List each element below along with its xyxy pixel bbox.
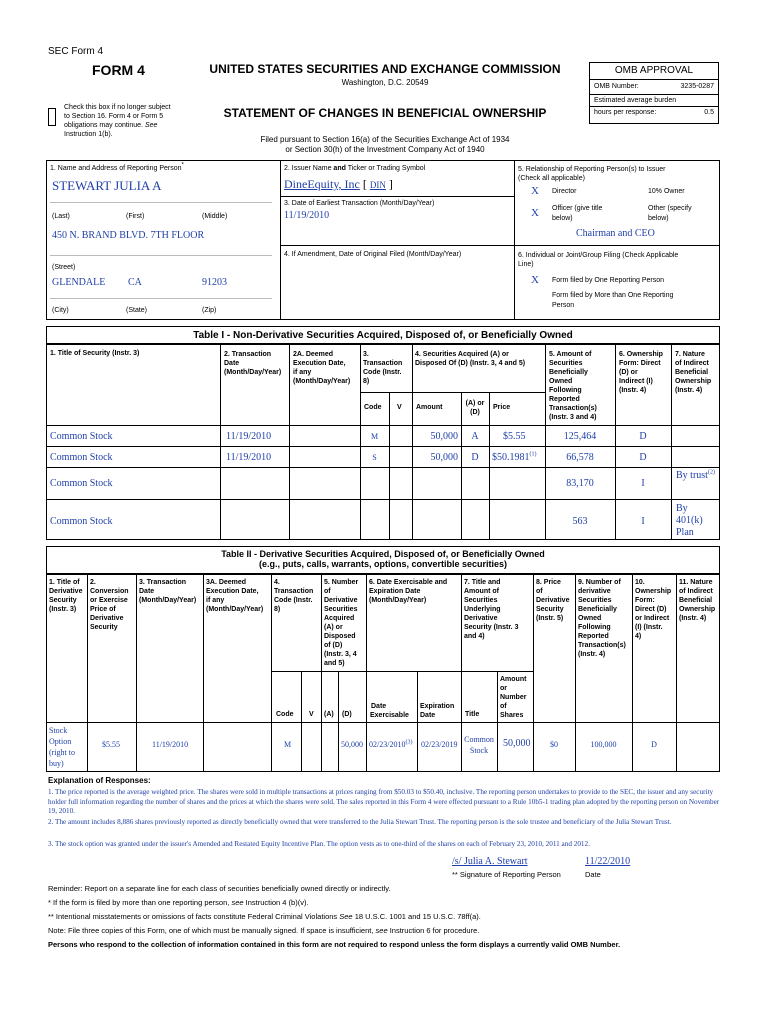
t1-sub-ad: (A) or (D) xyxy=(465,400,485,416)
table1-title-bar xyxy=(46,326,720,344)
signature-label: ** Signature of Reporting Person xyxy=(452,870,561,879)
first-name-label: (First) xyxy=(126,213,145,220)
t2-col1-header: 1. Title of Derivative Security (Instr. 3) xyxy=(49,579,83,613)
footer-note-3: Note: File three copies of this Form, one of which must be manually signed. If space is insufficient, see Instruction 6 for procedure. xyxy=(48,926,480,935)
t1-row-title: Common Stock xyxy=(50,431,113,442)
ten-percent-owner-label: 10% Owner xyxy=(648,188,685,195)
t1-row-date: 11/19/2010 xyxy=(226,431,272,442)
t1-row-ad: D xyxy=(471,452,479,463)
omb-approval-box xyxy=(589,62,719,124)
issuer-name: DineEquity, Inc [ DIN ] xyxy=(284,177,393,191)
footnote-3: 3. The stock option was granted under the issuer's Amended and Restated Equity Incentive Plan. The option vests as to one-third of the shares on each of February 23, 2010, 2011 and 2012. xyxy=(48,840,590,848)
t2-sub-amount: Amount or Number of Shares xyxy=(500,676,527,719)
t1-row-title: Common Stock xyxy=(50,516,113,527)
t1-row-ad: A xyxy=(471,431,479,442)
box6-label: 6. Individual or Joint/Group Filing (Check Applicable Line) xyxy=(518,252,679,268)
t2-col6-header: 6. Date Exercisable and Expiration Date (Month/Day/Year) xyxy=(369,579,448,604)
box3-label: 3. Date of Earliest Transaction (Month/Day/Year) xyxy=(284,200,435,207)
t1-col3-header: 3. Transaction Code (Instr. 8) xyxy=(363,351,403,385)
t2-col5-header: 5. Number of Derivative Securities Acquired (A) or Disposed of (D) (Instr. 3, 4 and 5) xyxy=(324,579,359,667)
t1-col4-header: 4. Securities Acquired (A) or Disposed Of (D) (Instr. 3, 4 and 5) xyxy=(415,351,526,367)
t2-sub-a: (A) xyxy=(324,711,334,718)
table2-title: Table II - Derivative Securities Acquired, Disposed of, or Beneficially Owned xyxy=(221,549,545,559)
t1-sub-amount: Amount xyxy=(416,404,443,411)
reminder-text: Reminder: Report on a separate line for each class of securities beneficially owned directly or indirectly. xyxy=(48,884,391,893)
state-value: CA xyxy=(128,277,142,288)
ticker-link[interactable]: DIN xyxy=(369,180,386,190)
t1-sub-price: Price xyxy=(493,404,511,411)
omb-hours-value: 0.5 xyxy=(704,109,714,116)
city-label: (City) xyxy=(52,307,69,314)
t2-col10-header: 10. Ownership Form: Direct (D) or Indirect (I) (Instr. 4) xyxy=(635,579,672,640)
t1-col7-header: 7. Nature of Indirect Beneficial Ownership (Instr. 4) xyxy=(675,351,712,394)
city-value: GLENDALE xyxy=(52,277,106,288)
officer-check: X xyxy=(531,207,539,219)
t2-row-owned: 100,000 xyxy=(590,740,617,749)
box1-label: 1. Name and Address of Reporting Person* xyxy=(50,162,184,172)
t1-row-date: 11/19/2010 xyxy=(226,452,272,463)
explanation-heading: Explanation of Responses: xyxy=(48,776,151,785)
t1-row-amount: 50,000 xyxy=(430,452,458,463)
t1-col2-header: 2. Transaction Date (Month/Day/Year) xyxy=(224,351,282,376)
t2-row-deriv-price: $0 xyxy=(550,740,558,749)
director-label: Director xyxy=(552,188,577,195)
checkbox-instruction: Check this box if no longer subject to Section 16. Form 4 or Form 5 obligations may continue. See Instruction 1(b). xyxy=(64,104,171,138)
omb-disclaimer: Persons who respond to the collection of information contained in this form are not required to respond unless the form displays a currently valid OMB Number. xyxy=(48,940,621,949)
t2-row-conversion-price: $5.55 xyxy=(102,740,120,749)
t1-sub-v: V xyxy=(397,404,402,411)
t2-col11-header: 11. Nature of Indirect Beneficial Ownership (Instr. 4) xyxy=(679,579,716,622)
t2-row-date-exercisable: 02/23/2010$^{(3)}$ xyxy=(369,739,413,749)
t1-row-owned: 66,578 xyxy=(566,452,594,463)
footnote-2: 2. The amount includes 8,886 shares previously reported as directly beneficially owned that were transferred to the Julia Stewart Trust. The reporting person is the sole trustee and beneficiary of the Julia Stewart Trust. xyxy=(48,818,672,826)
t1-col2a-header: 2A. Deemed Execution Date, if any (Month/Day/Year) xyxy=(293,351,351,385)
t2-col3a-header: 3A. Deemed Execution Date, if any (Month/Day/Year) xyxy=(206,579,264,613)
reporting-person-name: STEWART JULIA A xyxy=(52,178,162,193)
state-label: (State) xyxy=(126,307,148,314)
earliest-transaction-date: 11/19/2010 xyxy=(284,210,330,221)
street-label: (Street) xyxy=(52,264,76,271)
t1-col1-header: 1. Title of Security (Instr. 3) xyxy=(50,350,140,357)
table2-subtitle: (e.g., puts, calls, warrants, options, convertible securities) xyxy=(258,559,508,569)
t1-row-form: I xyxy=(641,478,645,489)
footer-note-1: * If the form is filed by more than one reporting person, see Instruction 4 (b)(v). xyxy=(48,898,309,907)
t1-row-nature: By 401(k) Plan xyxy=(676,503,703,538)
t2-col7-header: 7. Title and Amount of Securities Underlying Derivative Security (Instr. 3 and 4) xyxy=(464,579,519,640)
no-longer-subject-checkbox[interactable] xyxy=(48,108,56,126)
t2-sub-d: (D) xyxy=(342,711,352,718)
footer-note-2: ** Intentional misstatements or omissions of facts constitute Federal Criminal Violations See 18 U.S.C. 1001 and 15 U.S.C. 78ff(a). xyxy=(48,912,481,921)
t1-row-code: M xyxy=(370,432,379,441)
t1-sub-code: Code xyxy=(364,404,382,411)
table2-title-bar xyxy=(46,546,720,574)
t2-sub-title: Title xyxy=(465,711,480,718)
box4-label: 4. If Amendment, Date of Original Filed (Month/Day/Year) xyxy=(284,251,462,258)
t1-row-owned: 563 xyxy=(572,516,588,527)
t1-row-code: S xyxy=(372,453,377,462)
last-name-label: (Last) xyxy=(52,213,70,220)
more-reporting-persons-label: Form filed by More than One Reporting Person xyxy=(552,292,674,309)
footnote-1: 1. The price reported is the average weighted price. The shares were sold in multiple transactions at prices ranging from $50.03 to $50.40, inclusive. The reporting person undertakes to provide to the SEC, the issuer and any security holder full information regarding the number of shares and the prices at which the shares were sold. The sales reported in this Form 4 were effected pursuant to a Rule 10b5-1 trading plan adopted by the reporting person on November 19, 2010. xyxy=(48,788,720,815)
omb-number-label: OMB Number: xyxy=(594,83,639,90)
director-check: X xyxy=(531,185,539,197)
omb-hours-label: hours per response: xyxy=(594,109,657,116)
t2-row-underlying-amount: 50,000 xyxy=(503,738,531,749)
middle-name-label: (Middle) xyxy=(202,213,228,220)
t2-row-title: Stock Option (right to buy) xyxy=(49,726,75,768)
filed-pursuant: Filed pursuant to Section 16(a) of the Securities Exchange Act of 1934 or Section 30(h) of the Investment Company Act of 1940 xyxy=(260,135,510,154)
date-label: Date xyxy=(585,870,601,879)
table1-title: Table I - Non-Derivative Securities Acquired, Disposed of, or Beneficially Owned xyxy=(193,330,573,341)
t2-col2-header: 2. Conversion or Exercise Price of Derivative Security xyxy=(90,579,129,631)
t2-sub-code: Code xyxy=(276,711,294,718)
t1-row-amount: 50,000 xyxy=(430,431,458,442)
box5-label: 5. Relationship of Reporting Person(s) to Issuer (Check all applicable) xyxy=(518,166,666,182)
commission-location: Washington, D.C. 20549 xyxy=(341,78,429,87)
t2-row-disposed: 50,000 xyxy=(341,740,363,749)
officer-label: Officer (give title below) xyxy=(552,205,603,222)
t2-col4-header: 4. Transaction Code (Instr. 8) xyxy=(274,579,314,613)
signature: /s/ Julia A. Stewart xyxy=(452,856,528,867)
t2-row-expiration: 02/23/2019 xyxy=(421,740,458,749)
t2-row-underlying-title: Common Stock xyxy=(464,735,494,755)
t1-col6-header: 6. Ownership Form: Direct (D) or Indirect (I) (Instr. 4) xyxy=(619,351,663,394)
t2-col8-header: 8. Price of Derivative Security (Instr. 5) xyxy=(536,579,570,622)
one-reporting-person-label: Form filed by One Reporting Person xyxy=(552,277,665,284)
zip-value: 91203 xyxy=(202,277,227,288)
t2-sub-expiration-date: Expiration Date xyxy=(420,703,455,719)
t2-row-form: D xyxy=(651,740,657,749)
t2-sub-date-exercisable: Date Exercisable xyxy=(370,703,409,719)
t2-col9-header: 9. Number of derivative Securities Beneficially Owned Following Reported Transaction(s) (Instr. 4) xyxy=(578,579,626,658)
signature-date: 11/22/2010 xyxy=(585,856,631,867)
statement-title: STATEMENT OF CHANGES IN BENEFICIAL OWNERSHIP xyxy=(223,106,547,120)
one-reporting-person-check: X xyxy=(531,274,539,286)
t1-col5-header: 5. Amount of Securities Beneficially Owned Following Reported Transaction(s) (Instr. 3 and 4) xyxy=(549,351,597,421)
other-label: Other (specify below) xyxy=(648,205,692,222)
t1-row-title: Common Stock xyxy=(50,478,113,489)
t1-row-form: D xyxy=(639,452,647,463)
t1-row-form: D xyxy=(639,431,647,442)
form-title: FORM 4 xyxy=(92,62,145,78)
t2-col3-header: 3. Transaction Date (Month/Day/Year) xyxy=(139,579,197,604)
street-address: 450 N. BRAND BLVD. 7TH FLOOR xyxy=(52,230,205,241)
omb-burden-label: Estimated average burden xyxy=(594,97,677,104)
issuer-link[interactable]: DineEquity, Inc xyxy=(284,177,360,191)
commission-title: UNITED STATES SECURITIES AND EXCHANGE COMMISSION xyxy=(209,62,561,76)
t1-row-price: $5.55 xyxy=(503,431,526,442)
t1-row-form: I xyxy=(641,516,645,527)
sec-form-label: SEC Form 4 xyxy=(48,46,104,57)
t1-row-price: $50.1981$^{(1)}$ xyxy=(492,451,537,463)
t2-sub-v: V xyxy=(309,711,314,718)
t2-row-code: M xyxy=(284,740,292,749)
t1-row-owned: 83,170 xyxy=(566,478,594,489)
omb-title: OMB APPROVAL xyxy=(590,63,718,80)
officer-title: Chairman and CEO xyxy=(576,228,655,239)
t1-row-nature: By trust$^{(2)}$ xyxy=(676,469,715,481)
t1-row-title: Common Stock xyxy=(50,452,113,463)
box2-label: 2. Issuer Name and Ticker or Trading Symbol xyxy=(284,165,426,172)
omb-number-value: 3235-0287 xyxy=(680,83,714,90)
zip-label: (Zip) xyxy=(202,307,217,314)
t2-row-date: 11/19/2010 xyxy=(152,740,189,749)
t1-row-owned: 125,464 xyxy=(563,431,597,442)
